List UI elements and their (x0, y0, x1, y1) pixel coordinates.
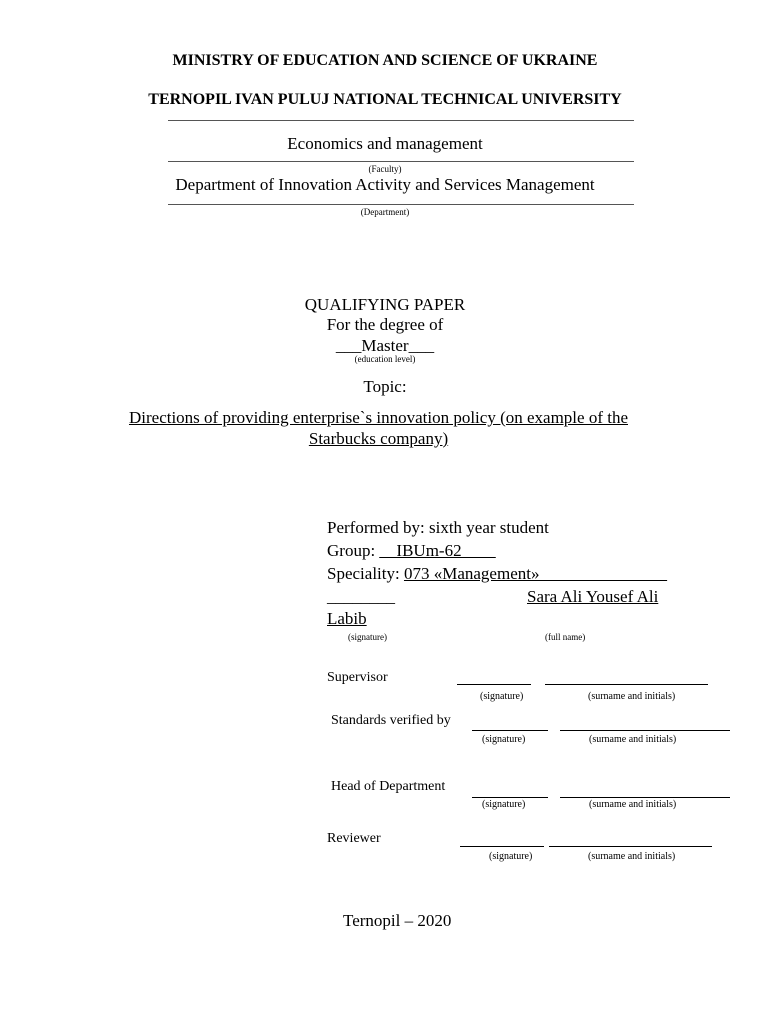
topic-line-2: Starbucks company) (308, 429, 449, 448)
degree-caption: (education level) (354, 354, 416, 364)
topic-label: Topic: (363, 377, 407, 396)
reviewer-signature-line (460, 846, 544, 847)
group-line (327, 541, 496, 561)
student-signature-blank: ________ (327, 587, 395, 606)
topic-line-1: Directions of providing enterprise`s innovation policy (on example of the (128, 408, 628, 427)
reviewer-signature-caption: (signature) (489, 851, 533, 862)
ministry-title: MINISTRY OF EDUCATION AND SCIENCE OF UKRAINE (172, 52, 598, 69)
university-divider (168, 120, 634, 121)
place-year: Ternopil – 2020 (343, 911, 452, 930)
supervisor-signature-line (457, 684, 531, 685)
supervisor-signature-caption: (signature) (480, 691, 524, 702)
standards-name-caption: (surname and initials) (589, 734, 677, 745)
head-name-caption: (surname and initials) (589, 799, 677, 810)
student-signature-caption: (signature) (348, 632, 387, 642)
reviewer-name-caption: (surname and initials) (588, 851, 676, 862)
standards-signature-caption: (signature) (482, 734, 526, 745)
paper-type: QUALIFYING PAPER (304, 295, 466, 314)
speciality-value: 073 «Management»_______________ (403, 564, 667, 583)
department-caption: (Department) (360, 207, 410, 217)
university-title: TERNOPIL IVAN PULUJ NATIONAL TECHNICAL UNIVERSITY (148, 91, 622, 108)
supervisor-name-caption: (surname and initials) (588, 691, 676, 702)
head-signature-line (472, 797, 548, 798)
faculty-name: Economics and management (287, 134, 483, 153)
reviewer-name-line (549, 846, 712, 847)
degree-line: For the degree of (326, 315, 444, 334)
head-of-department-label: Head of Department (331, 779, 446, 794)
department-divider (168, 204, 634, 205)
group-label: Group: (327, 541, 380, 560)
student-fullname-caption: (full name) (545, 632, 586, 642)
degree-value: ___Master___ (335, 336, 435, 355)
head-signature-caption: (signature) (482, 799, 526, 810)
speciality-label: Speciality: (327, 564, 404, 583)
faculty-divider (168, 161, 634, 162)
reviewer-label: Reviewer (327, 831, 381, 846)
standards-label: Standards verified by (331, 713, 451, 728)
faculty-caption: (Faculty) (368, 164, 402, 174)
department-name: Department of Innovation Activity and Services Management (175, 175, 595, 194)
head-name-line (560, 797, 730, 798)
group-value: __IBUm-62____ (379, 541, 496, 560)
supervisor-label: Supervisor (327, 670, 388, 685)
student-name-line-2: Labib (327, 609, 367, 628)
standards-signature-line (472, 730, 548, 731)
performed-by: Performed by: sixth year student (327, 518, 549, 537)
student-name-line-1: Sara Ali Yousef Ali (527, 587, 659, 606)
speciality-line (327, 564, 667, 584)
standards-name-line (560, 730, 730, 731)
supervisor-name-line (545, 684, 708, 685)
